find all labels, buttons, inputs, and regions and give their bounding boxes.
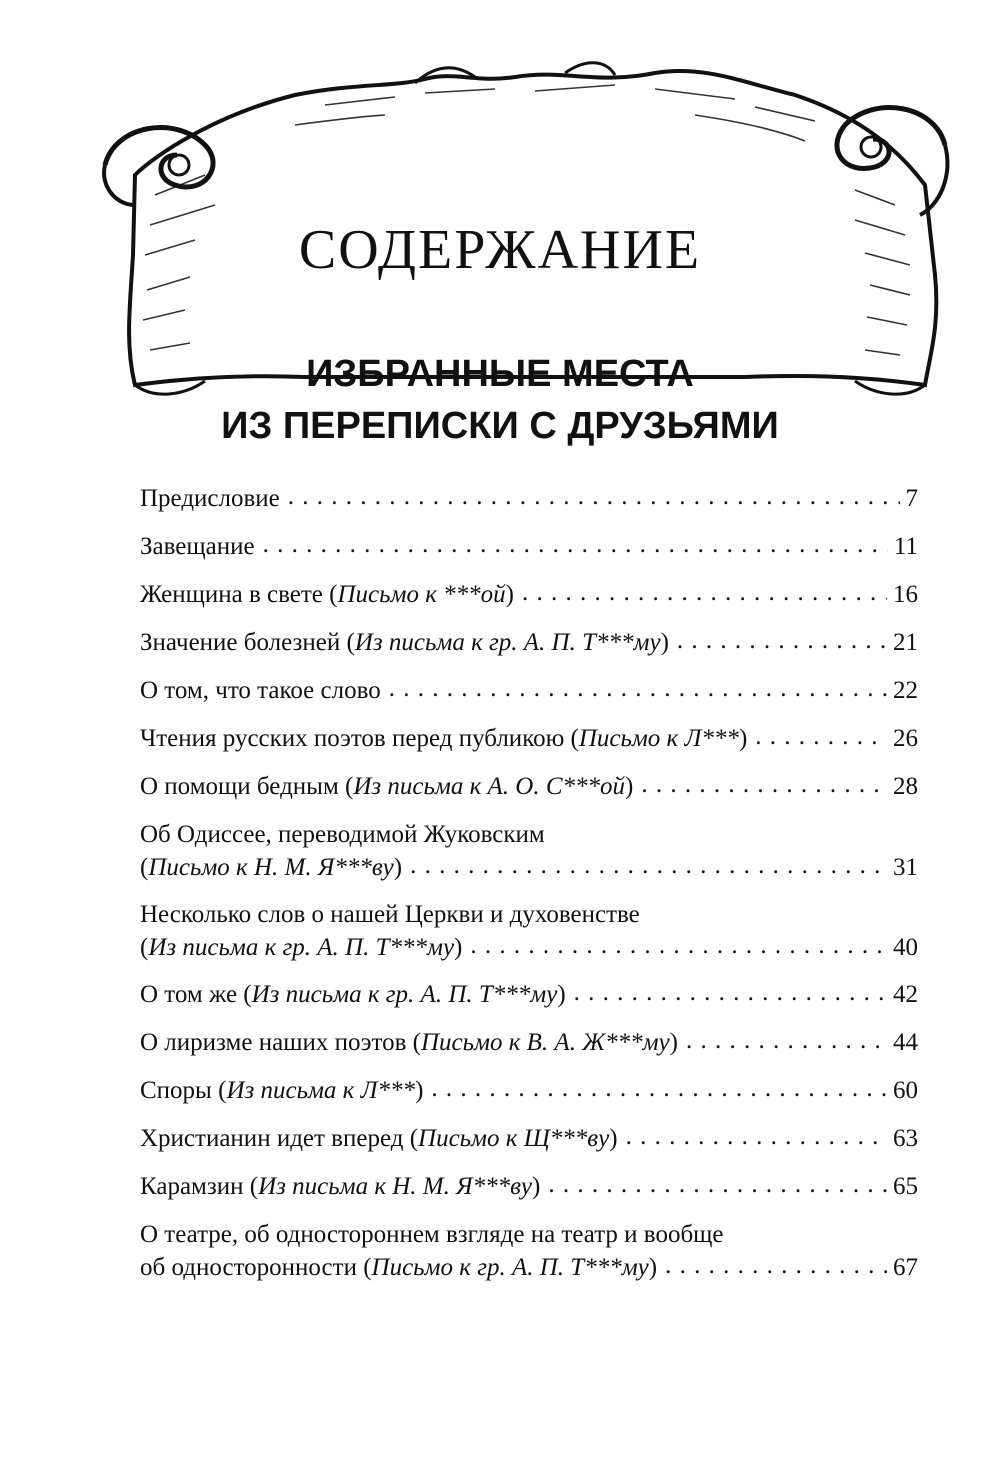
toc-entry[interactable] — [140, 530, 918, 563]
toc-entry[interactable] — [140, 1122, 918, 1155]
toc-entry-title: Предисловие — [140, 485, 280, 512]
toc-entry-title: О том, что такое слово — [140, 677, 381, 704]
toc-leader-dots — [288, 480, 900, 513]
toc-entry-title: Карамзин (Из письма к Н. М. Я***ву) — [140, 1173, 541, 1200]
toc-entry[interactable] — [140, 818, 918, 884]
toc-entry-title: Чтения русских поэтов перед публикою (Письмо к Л***) — [140, 725, 748, 752]
toc-entry-source: Письмо к Щ***ву — [418, 1125, 610, 1152]
toc-entry-source: Письмо к Н. М. Я***ву — [148, 854, 394, 881]
toc-entry-source: Из письма к А. О. С***ой — [353, 773, 626, 800]
toc-entry[interactable] — [140, 898, 918, 964]
toc-entry-title: Споры (Из письма к Л***) — [140, 1077, 424, 1104]
toc-entry[interactable] — [140, 1074, 918, 1107]
toc-entry-title: Завещание — [140, 533, 255, 560]
toc-leader-dots — [431, 1072, 887, 1105]
toc-leader-dots — [410, 849, 887, 882]
toc-entry-title: Женщина в свете (Письмо к ***ой) — [140, 581, 514, 608]
toc-page-number: 31 — [893, 854, 918, 881]
toc-page-number: 40 — [893, 934, 918, 961]
toc-leader-dots — [665, 1249, 887, 1282]
toc-leader-dots — [686, 1024, 887, 1057]
toc-entry-source: Письмо к ***ой — [337, 581, 506, 608]
toc-entry-title: Христианин идет вперед (Письмо к Щ***ву) — [140, 1125, 618, 1152]
toc-entry[interactable] — [140, 1026, 918, 1059]
toc-leader-dots — [641, 768, 887, 801]
toc-leader-dots — [389, 672, 887, 705]
toc-entry-source: Из письма к гр. А. П. Т***му — [251, 981, 558, 1008]
toc-entry-title: О помощи бедным (Из письма к А. О. С***ой) — [140, 773, 634, 800]
toc-entry-source: Письмо к Л*** — [578, 725, 739, 752]
toc-entry-source: Из письма к Н. М. Я***ву — [258, 1173, 533, 1200]
toc-entry-title: Несколько слов о нашей Церкви и духовенстве — [140, 901, 640, 928]
toc-page-number: 63 — [893, 1125, 918, 1152]
contents-title: СОДЕРЖАНИЕ — [298, 219, 702, 281]
toc-entry-source: Письмо к гр. А. П. Т***му — [371, 1254, 649, 1281]
toc-entry-title: О том же (Из письма к гр. А. П. Т***му) — [140, 981, 566, 1008]
toc-page-number: 11 — [893, 533, 918, 560]
toc-entry[interactable] — [140, 722, 918, 755]
toc-page-number: 16 — [893, 581, 918, 608]
toc-entry[interactable] — [140, 578, 918, 611]
toc-entry[interactable] — [140, 1218, 918, 1284]
toc-page-number: 44 — [893, 1029, 918, 1056]
toc-page-number: 22 — [893, 677, 918, 704]
toc-page-number: 28 — [893, 773, 918, 800]
toc-page-number: 21 — [893, 629, 918, 656]
toc-entry-title: Значение болезней (Из письма к гр. А. П. Т***му) — [140, 629, 669, 656]
toc-entry-source: Из письма к Л*** — [226, 1077, 416, 1104]
toc-entry-source: Письмо к В. А. Ж***му — [420, 1029, 670, 1056]
toc-entry-title: Об Одиссее, переводимой Жуковским — [140, 821, 545, 848]
section-title-line-1: ИЗБРАННЫЕ МЕСТА — [306, 353, 694, 395]
toc-leader-dots — [677, 624, 887, 657]
toc-page-number: 60 — [893, 1077, 918, 1104]
toc-leader-dots — [626, 1120, 887, 1153]
toc-leader-dots — [470, 929, 887, 962]
toc-entry[interactable] — [140, 770, 918, 803]
toc-entry-title: О театре, об одностороннем взгляде на театр и вообще — [140, 1221, 724, 1248]
toc-entry-title: О лиризме наших поэтов (Письмо к В. А. Ж***му) — [140, 1029, 678, 1056]
section-title-line-2: ИЗ ПЕРЕПИСКИ С ДРУЗЬЯМИ — [221, 405, 779, 447]
toc-entry-source: Из письма к гр. А. П. Т***му — [354, 629, 661, 656]
toc-leader-dots — [263, 528, 888, 561]
toc-entry[interactable] — [140, 626, 918, 659]
toc-page-number: 42 — [893, 981, 918, 1008]
toc-leader-dots — [574, 976, 887, 1009]
table-of-contents — [140, 482, 918, 1298]
toc-entry[interactable] — [140, 482, 918, 515]
toc-leader-dots — [548, 1168, 887, 1201]
toc-page-number: 26 — [893, 725, 918, 752]
toc-entry-title-continued: об односторонности (Письмо к гр. А. П. Т***му) — [140, 1254, 658, 1281]
toc-entry-title-continued: (Из письма к гр. А. П. Т***му) — [140, 934, 463, 961]
toc-page-number: 65 — [893, 1173, 918, 1200]
toc-page-number: 67 — [893, 1254, 918, 1281]
section-title — [0, 348, 1000, 452]
toc-entry[interactable] — [140, 978, 918, 1011]
toc-entry-title-continued: (Письмо к Н. М. Я***ву) — [140, 854, 403, 881]
toc-entry[interactable] — [140, 674, 918, 707]
toc-entry-source: Из письма к гр. А. П. Т***му — [148, 934, 455, 961]
toc-leader-dots — [522, 576, 887, 609]
toc-page-number: 7 — [905, 485, 918, 512]
toc-entry[interactable] — [140, 1170, 918, 1203]
toc-leader-dots — [755, 720, 887, 753]
